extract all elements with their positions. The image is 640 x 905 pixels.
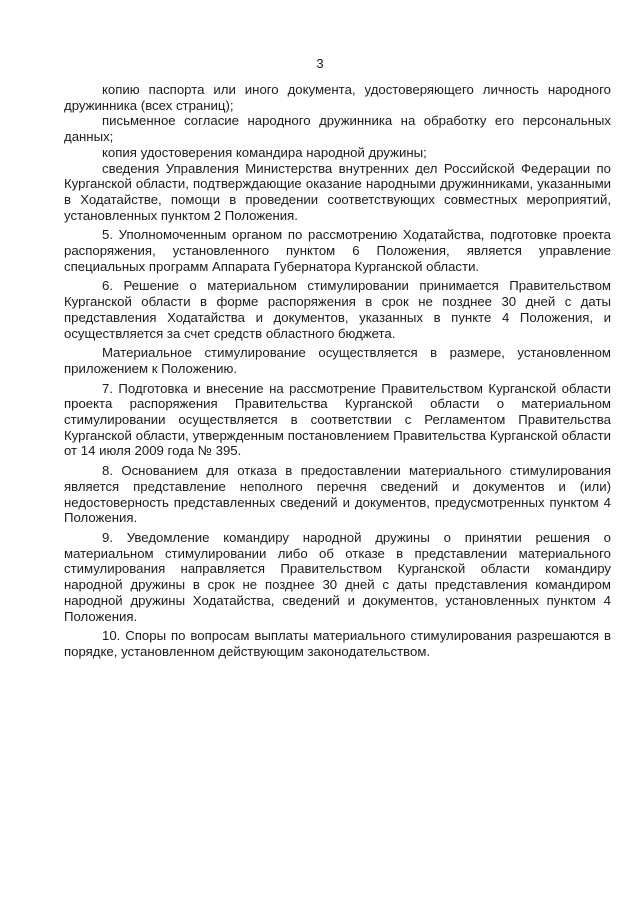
- paragraph-clause-6: 6. Решение о материальном стимулировании принимается Правительством Курганской области в форме распоряжения в срок не позднее 30 дней с даты представления Ходатайства и документов, указанных в пункте 4 Положения, и осуществляется за счет средств областного бюджета.: [64, 278, 611, 341]
- list-item-passport-copy: копию паспорта или иного документа, удостоверяющего личность народного дружинника (всех страниц);: [64, 82, 611, 113]
- paragraph-clause-10: 10. Споры по вопросам выплаты материального стимулирования разрешаются в порядке, установленном действующим законодательством.: [64, 628, 611, 659]
- paragraph-clause-9: 9. Уведомление командиру народной дружины о принятии решения о материальном стимулировании либо об отказе в представлении материального стимулирования направляется Правительством Курганской области командиру народной дружины в срок не позднее 30 дней с даты представления командиром народной дружины Ходатайства, сведений и документов, установленных пунктом 4 Положения.: [64, 529, 611, 624]
- paragraph-clause-7: 7. Подготовка и внесение на рассмотрение Правительством Курганской области проекта распоряжения Правительства Курганской области о материальном стимулировании осуществляется в соответствии с Регламентом Правительства Курганской области, утвержденным постановлением Правительства Курганской области от 14 июля 2009 года № 395.: [64, 380, 611, 459]
- page-number: 3: [316, 56, 324, 71]
- paragraph-clause-8: 8. Основанием для отказа в предоставлении материального стимулирования является представление неполного перечня сведений и документов и (или) недостоверность представленных сведений и документов, предусмотренных пунктом 4 Положения.: [64, 463, 611, 526]
- document-body: [64, 82, 611, 660]
- paragraph-stimulus-amount: Материальное стимулирование осуществляется в размере, установленном приложением к Положению.: [64, 345, 611, 376]
- list-item-commander-id-copy: копия удостоверения командира народной дружины;: [102, 144, 427, 160]
- list-item-police-information: сведения Управления Министерства внутренних дел Российской Федерации по Курганской области, подтверждающие оказание народными дружинниками, указанными в Ходатайстве, помощи в проведении соответствующих совместных мероприятий, установленных пунктом 2 Положения.: [64, 160, 611, 223]
- list-item-written-consent: письменное согласие народного дружинника на обработку его персональных данных;: [64, 113, 611, 145]
- paragraph-clause-5: 5. Уполномоченным органом по рассмотрению Ходатайства, подготовке проекта распоряжения, установленного пунктом 6 Положения, является управление специальных программ Аппарата Губернатора Курганской области.: [64, 227, 611, 274]
